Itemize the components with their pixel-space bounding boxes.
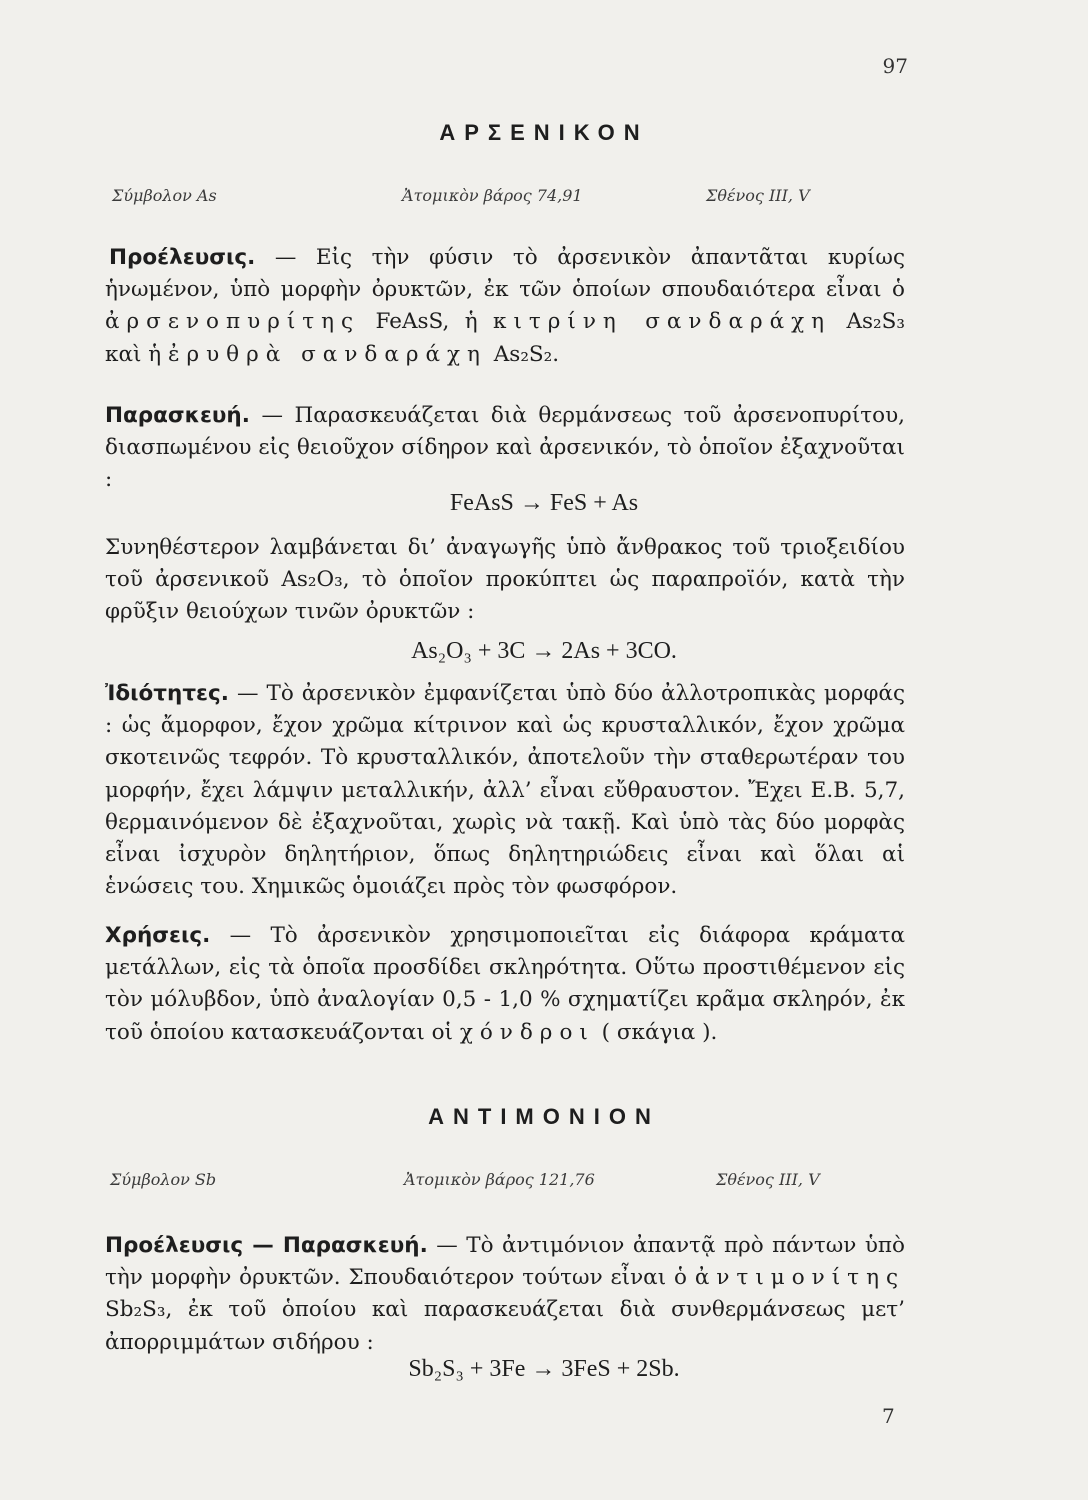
page-number: 97 <box>882 54 908 78</box>
arsenic-valence: Σθένος III, V <box>706 186 810 205</box>
antimony-equation: Sb₂S₃ + 3Fe → 3FeS + 2Sb. <box>408 1356 680 1382</box>
arsenic-origin-mineral-2: κιτρίνη σανδαράχη <box>493 309 832 335</box>
antimony-origin-text-1: — Τὸ ἀντιμόνιον ἀπαντᾷ πρὸ πάντων ὑπὸ τὴν μορφὴν ὀρυκτῶν. Σπουδαιότερον τούτων εἶναι ὁ <box>105 1233 905 1291</box>
arsenic-title: ΑΡΣΕΝΙΚΟΝ <box>439 120 649 145</box>
arsenic-equation-2: As₂O₃ + 3C → 2As + 3CO. <box>411 638 677 664</box>
antimony-origin-paragraph <box>105 1230 905 1359</box>
arsenic-prep-paragraph-2: Συνηθέστερον λαμβάνεται δι’ ἀναγωγῆς ὑπὸ ἄνθρακος τοῦ τριοξειδίου τοῦ ἀρσενικοῦ As₂O₃, τὸ ὁποῖον προκύπτει ὡς παραπροϊόν, κατὰ τὴν φρῦξιν θειούχων τινῶν ὀρυκτῶν : <box>105 535 905 625</box>
arsenic-meta <box>0 186 1088 210</box>
antimony-symbol: Σύμβολον Sb <box>110 1170 217 1189</box>
arsenic-properties-label: Ἰδιότητες. <box>105 681 229 706</box>
antimony-origin-label: Προέλευσις — Παρασκευή. <box>105 1233 428 1258</box>
antimony-origin-mineral: ἀντιμονίτης <box>694 1265 905 1291</box>
arsenic-atomic-weight: Ἀτομικὸν βάρος 74,91 <box>402 186 583 205</box>
arsenic-uses-text-1: — Τὸ ἀρσενικὸν χρησιμοποιεῖται εἰς διάφορα κράματα μετάλλων, εἰς τὰ ὁποῖα προσδίδει σκληρότητα. Οὕτω προστιθέμενον εἰς τὸν μόλυβδον, ὑπὸ ἀναλογίαν 0,5 - 1,0 % σχηματίζει κρᾶμα σκληρόν, ἐκ τοῦ ὁποίου κατασκευάζονται οἱ <box>105 923 905 1045</box>
arsenic-uses-text-2: ( σκάγια ). <box>594 1019 718 1045</box>
antimony-title: ΑΝΤΙΜΟΝΙΟΝ <box>428 1104 660 1129</box>
arsenic-origin-mineral-1: ἀρσενοπυρίτης <box>105 309 361 335</box>
antimony-meta <box>0 1170 1088 1194</box>
arsenic-uses-spaced: χόνδροι <box>459 1019 595 1045</box>
arsenic-properties-paragraph <box>105 678 905 903</box>
footer-signature-number: 7 <box>882 1404 895 1428</box>
arsenic-symbol: Σύμβολον As <box>112 186 217 205</box>
arsenic-origin-text-1: — Εἰς τὴν φύσιν τὸ ἀρσενικὸν ἀπαντᾶται κυρίως ἡνωμένον, ὑπὸ μορφὴν ὀρυκτῶν, ἐκ τῶν ὁποίων σπουδαιότερα εἶναι ὁ <box>105 245 905 303</box>
arsenic-origin-text-4: As₂S₂. <box>486 341 560 367</box>
arsenic-prep-text: — Παρασκευάζεται διὰ θερμάνσεως τοῦ ἀρσενοπυρίτου, διασπωμένου εἰς θειοῦχον σίδηρον καὶ ἀρσενικόν, τὸ ὁποῖον ἐξαχνοῦται : <box>105 403 905 493</box>
arsenic-equation-1: FeAsS → FeS + As <box>449 490 639 516</box>
antimony-valence: Σθένος III, V <box>716 1170 820 1189</box>
antimony-atomic-weight: Ἀτομικὸν βάρος 121,76 <box>404 1170 595 1189</box>
arsenic-origin-label: Προέλευσις. <box>109 245 256 270</box>
arsenic-origin-mineral-3: ἐρυθρὰ σανδαράχη <box>167 341 487 367</box>
arsenic-origin-paragraph <box>105 242 905 371</box>
arsenic-prep-paragraph <box>105 400 905 497</box>
arsenic-prep-label: Παρασκευή. <box>105 403 250 428</box>
arsenic-origin-text-3: As₂S₃ καὶ ἡ <box>105 309 905 367</box>
arsenic-uses-paragraph <box>105 920 905 1049</box>
antimony-origin-text-2: Sb₂S₃, ἐκ τοῦ ὁποίου καὶ παρασκευάζεται διὰ συνθερμάνσεως μετ’ ἀπορριμμάτων σιδήρου : <box>105 1297 905 1355</box>
arsenic-uses-label: Χρήσεις. <box>105 923 211 948</box>
arsenic-properties-text: — Τὸ ἀρσενικὸν ἐμφανίζεται ὑπὸ δύο ἀλλοτροπικὰς μορφάς : ὡς ἄμορφον, ἔχον χρῶμα κίτρινον καὶ ὡς κρυσταλλικόν, ἔχον χρῶμα σκοτεινῶς τεφρόν. Τὸ κρυσταλλικόν, ἀποτελοῦν τὴν σταθερωτέραν του μορφήν, ἔχει λάμψιν μεταλλικήν, ἀλλ’ εἶναι εὔθραυστον. Ἔχει Ε.Β. 5,7, θερμαινόμενον δὲ ἐξαχνοῦται, χωρὶς νὰ τακῇ. Καὶ ὑπὸ τὰς δύο μορφὰς εἶναι ἰσχυρὸν δηλητήριον, ὅπως δηλητηριώδεις εἶναι καὶ ὅλαι αἱ ἑνώσεις του. Χημικῶς ὁμοιάζει πρὸς τὸν φωσφόρον. <box>105 681 905 900</box>
arsenic-origin-text-2: FeAsS, ἡ <box>360 309 494 335</box>
